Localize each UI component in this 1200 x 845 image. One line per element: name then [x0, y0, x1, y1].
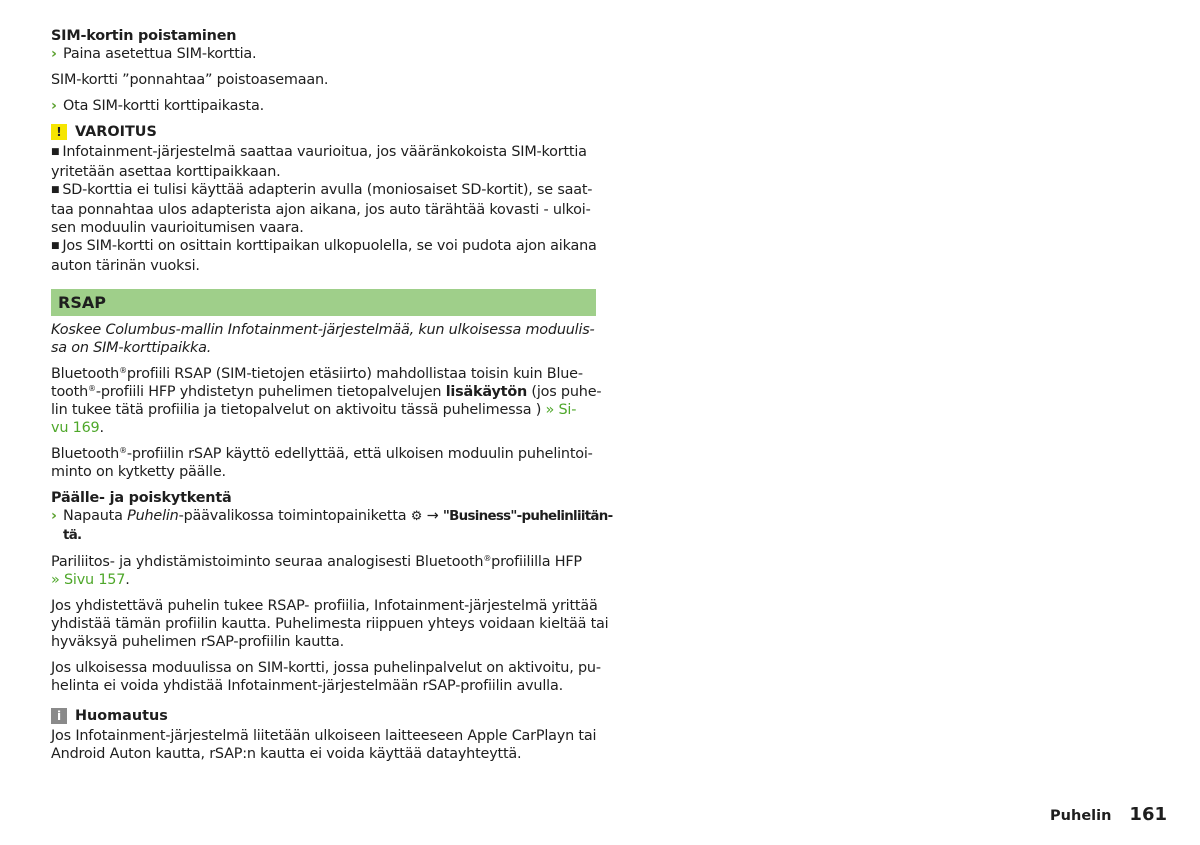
warning-line: yritetään asettaa korttipaikkaan.: [51, 164, 281, 180]
text-line: [51, 383, 602, 401]
text-span: lin tukee tätä profiilia ja tietopalvelut on aktivoitu tässä puhelimessa ): [51, 402, 546, 418]
page-footer: [1050, 806, 1167, 825]
text-span: tooth: [51, 384, 89, 400]
info-icon: i: [51, 708, 67, 724]
section-band-rsap: RSAP: [51, 289, 596, 316]
menu-path: "Business"-puhelinliitän-: [442, 509, 613, 524]
text-line: [51, 445, 596, 463]
text-line: minto on kytketty päälle.: [51, 464, 226, 480]
warning-line: [51, 143, 596, 163]
chevron-icon: ›: [51, 46, 57, 62]
bullet-icon: ■: [51, 185, 60, 195]
text-span: Napauta: [63, 508, 128, 524]
note-line: Android Auton kautta, rSAP:n kautta ei voida käyttää datayhteyttä.: [51, 746, 522, 762]
step-press-sim: [51, 45, 596, 63]
text-span: -profiili HFP yhdistetyn puhelimen tietopalvelujen: [95, 384, 446, 400]
rsap-paragraph-5: [51, 659, 601, 695]
bullet-icon: ■: [51, 147, 60, 157]
text-span: -profiilin rSAP käyttö edellyttää, että ulkoisen moduulin puhelintoi-: [126, 446, 593, 462]
warning-icon: !: [51, 124, 67, 140]
text-line: Jos ulkoisessa moduulissa on SIM-kortti, jossa puhelinpalvelut on aktivoitu, pu-: [51, 660, 601, 676]
text-span: (jos puhe-: [527, 384, 602, 400]
text-line: [51, 571, 596, 589]
bold-term: lisäkäytön: [445, 384, 528, 400]
warning-line: sen moduulin vaurioitumisen vaara.: [51, 220, 304, 236]
chevron-icon: ›: [51, 508, 57, 524]
step-text: Ota SIM-kortti korttipaikasta.: [63, 98, 264, 114]
warning-box: [51, 123, 596, 275]
warning-line: [51, 237, 596, 257]
rsap-paragraph-4: [51, 597, 609, 651]
step-text: Paina asetettua SIM-korttia.: [63, 46, 257, 62]
page-number: 161: [1129, 804, 1167, 825]
warning-title: VAROITUS: [75, 124, 157, 140]
text-line: [51, 419, 596, 437]
page-link[interactable]: » Si-: [545, 402, 577, 418]
text-span: Bluetooth: [51, 366, 120, 382]
text-span: profiili RSAP (SIM-tietojen etäsiirto) mahdollistaa toisin kuin Blue-: [126, 366, 583, 382]
text-span: Bluetooth: [51, 446, 120, 462]
registered-mark: ®: [119, 446, 127, 455]
step-take-sim: [51, 97, 596, 115]
onoff-heading: Päälle- ja poiskytkentä: [51, 490, 232, 506]
text-line: [51, 365, 596, 383]
result-text: SIM-kortti ”ponnahtaa” poistoasemaan.: [51, 72, 329, 88]
warning-text: SD-korttia ei tulisi käyttää adapterin avulla (moniosaiset SD-kortit), se saat-: [62, 182, 593, 198]
bullet-icon: ■: [51, 241, 60, 251]
warning-text: Jos SIM-kortti on osittain korttipaikan ulkopuolella, se voi pudota ajon aikana: [62, 238, 597, 254]
note-box: [51, 707, 596, 763]
text-span: .: [99, 420, 104, 436]
warning-header: [51, 123, 596, 141]
note-header: [51, 707, 596, 725]
text-span: -päävalikossa toimintopainiketta: [178, 508, 411, 524]
arrow-icon: →: [422, 508, 443, 524]
chevron-icon: ›: [51, 98, 57, 114]
menu-path: tä.: [63, 528, 82, 543]
rsap-paragraph-3: [51, 553, 596, 589]
footer-section: Puhelin: [1050, 808, 1112, 824]
menu-name: Puhelin: [127, 508, 179, 524]
step-tap-business: [51, 507, 613, 526]
text-line: [51, 553, 596, 571]
step-continuation: [51, 526, 596, 545]
text-line: [51, 401, 596, 419]
page-link[interactable]: » Sivu 157: [51, 572, 126, 588]
registered-mark: ®: [483, 554, 492, 563]
page-link[interactable]: vu 169: [51, 420, 100, 436]
registered-mark: ®: [119, 366, 127, 375]
note-line: Jos Infotainment-järjestelmä liitetään ulkoiseen laitteeseen Apple CarPlayn tai: [51, 728, 597, 744]
text-span: profiililla HFP: [491, 554, 582, 570]
remove-sim-heading: SIM-kortin poistaminen: [51, 28, 237, 44]
note-title: Huomautus: [75, 708, 168, 724]
text-span: Pariliitos- ja yhdistämistoiminto seuraa analogisesti Bluetooth: [51, 554, 484, 570]
intro-line: sa on SIM-korttipaikka.: [51, 340, 212, 356]
rsap-paragraph-1: [51, 365, 602, 437]
text-column: [51, 27, 613, 763]
text-line: Jos yhdistettävä puhelin tukee RSAP- profiilia, Infotainment-järjestelmä yrittää: [51, 598, 598, 614]
text-line: helinta ei voida yhdistää Infotainment-järjestelmään rSAP-profiilin avulla.: [51, 678, 563, 694]
text-line: yhdistää tämän profiilin kautta. Puhelimesta riippuen yhteys voidaan kieltää tai: [51, 616, 609, 632]
settings-icon: ⚙: [410, 509, 423, 524]
text-span: .: [125, 572, 130, 588]
warning-line: [51, 181, 596, 201]
warning-line: taa ponnahtaa ulos adapterista ajon aikana, jos auto tärähtää kovasti - ulkoi-: [51, 202, 591, 218]
rsap-intro: [51, 321, 596, 357]
intro-line: Koskee Columbus-mallin Infotainment-järjestelmää, kun ulkoisessa moduulis-: [51, 322, 595, 338]
rsap-paragraph-2: [51, 445, 596, 481]
warning-text: Infotainment-järjestelmä saattaa vaurioitua, jos vääränkokoista SIM-korttia: [62, 144, 587, 160]
registered-mark: ®: [88, 384, 96, 393]
warning-line: auton tärinän vuoksi.: [51, 258, 200, 274]
text-line: hyväksyä puhelimen rSAP-profiilin kautta.: [51, 634, 345, 650]
